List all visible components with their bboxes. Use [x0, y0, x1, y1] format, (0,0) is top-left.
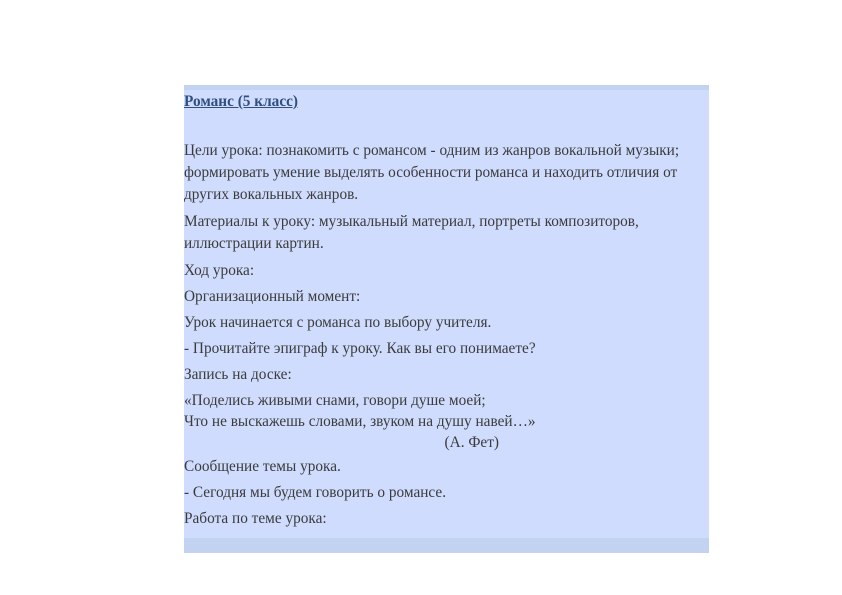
epigraph-quote	[184, 390, 704, 453]
epigraph-line-2: Что не выскажешь словами, звуком на душу навей…»	[184, 413, 536, 430]
lesson-course-heading: Ход урока:	[184, 262, 255, 279]
org-moment-paragraph: Организационный момент:	[184, 288, 361, 305]
work-on-topic-paragraph: Работа по теме урока:	[184, 510, 327, 527]
document-title-link[interactable]: Романс (5 класс)	[184, 93, 298, 110]
document-panel	[184, 85, 709, 553]
board-note-paragraph: Запись на доске:	[184, 366, 292, 383]
title-spacer	[184, 112, 704, 140]
today-topic-paragraph: - Сегодня мы будем говорить о романсе.	[184, 484, 447, 501]
epigraph-line-1: «Поделись живыми снами, говори душе моей;	[184, 392, 486, 409]
epigraph-author: (А. Фет)	[444, 434, 499, 451]
epigraph-question-paragraph: - Прочитайте эпиграф к уроку. Как вы его понимаете?	[184, 340, 536, 357]
lesson-start-paragraph: Урок начинается с романса по выбору учителя.	[184, 314, 492, 331]
panel-top-strip	[184, 85, 709, 90]
panel-bottom-strip	[184, 538, 709, 553]
document-content	[184, 91, 704, 534]
lesson-goals-paragraph: Цели урока: познакомить с романсом - одним из жанров вокальной музыки; формировать умение выделять особенности романса и находить отличия от других вокальных жанров.	[184, 142, 680, 203]
lesson-materials-paragraph: Материалы к уроку: музыкальный материал, портреты композиторов, иллюстрации картин.	[184, 213, 639, 252]
topic-message-paragraph: Сообщение темы урока.	[184, 458, 341, 475]
